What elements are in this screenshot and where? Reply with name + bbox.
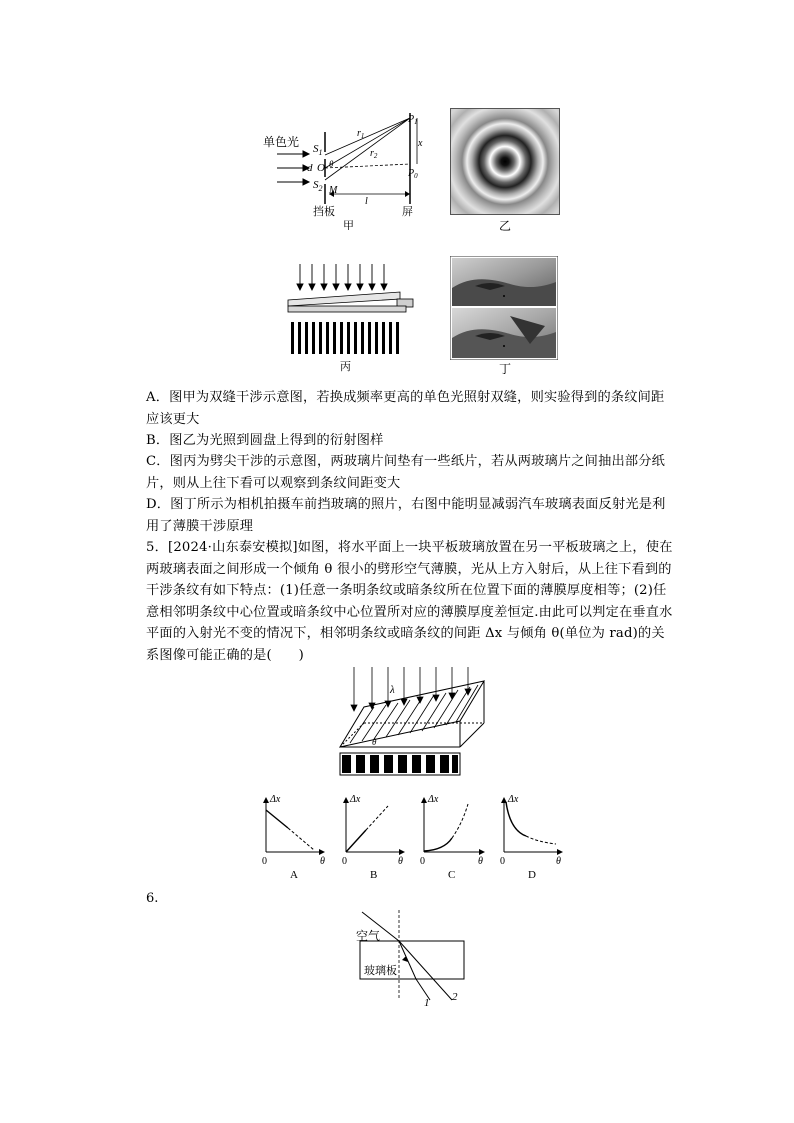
graph-b-ylabel: Δx	[350, 794, 361, 805]
refracted-ray	[399, 941, 416, 979]
option-b: B．图乙为光照到圆盘上得到的衍射图样	[146, 433, 384, 448]
figure-yi-caption: 乙	[499, 219, 512, 233]
graph-b-xlabel: θ	[398, 856, 403, 867]
figure-bing-caption: 丙	[340, 361, 351, 373]
lambda-label: λ	[390, 684, 395, 696]
r2-label: $r_2$	[370, 148, 378, 160]
incident-arrows	[297, 264, 387, 290]
interference-fringes	[291, 322, 399, 354]
question-5-stem: 5．[2024·山东泰安模拟]如图，将水平面上一块平板玻璃放置在另一平板玻璃之上，使在两玻璃表面之间形成一个倾角 θ 很小的劈形空气薄膜，光从上方入射后，从上往下看到的干涉条纹有如下特点：(1)任意一条明条纹或暗条纹所在位置下面的薄膜厚度相等；(2)任意相邻明条纹中心位置或暗条纹中心位置所对应的薄膜厚度差恒定.由此可以判定在垂直水平面的入射光不变的情况下，相邻明条纹或暗条纹的间距 Δx 与倾角 θ(单位为 rad)的关系图像可能正确的是( )	[146, 540, 673, 663]
graph-c	[420, 794, 484, 880]
diffraction-pattern-image	[450, 108, 560, 215]
graph-d-caption: D	[528, 869, 536, 880]
baffle-label: 挡板	[313, 206, 335, 218]
ray-1-label: 1	[424, 997, 430, 1009]
double-slit-diagram	[255, 108, 430, 230]
ray-2	[399, 941, 452, 1000]
x-label: x	[418, 138, 423, 149]
slit-s1-label: $S_1$	[313, 143, 323, 157]
graph-a-ylabel: Δx	[270, 794, 281, 805]
option-a: A．图甲为双缝干涉示意图，若换成频率更高的单色光照射双缝，则实验得到的条纹间距应该更大	[146, 390, 665, 427]
graph-a-caption: A	[290, 869, 298, 880]
theta-label: θ	[329, 159, 334, 169]
hatch-lines	[350, 685, 478, 743]
p0-label: $P_0$	[408, 168, 418, 180]
graph-a-origin: 0	[262, 856, 267, 867]
graph-a-xlabel: θ	[320, 856, 325, 867]
upper-glass	[288, 292, 400, 306]
graph-d	[500, 794, 562, 880]
point-m-label: M	[329, 185, 338, 196]
graph-d-ylabel: Δx	[508, 794, 519, 805]
graph-d-origin: 0	[500, 856, 505, 867]
answer-graphs	[258, 790, 568, 880]
windshield-photo	[450, 256, 558, 360]
r1-label: $r_1$	[357, 128, 365, 140]
wedge-interference-diagram	[282, 262, 422, 374]
option-c: C．图丙为劈尖干涉的示意图，两玻璃片间垫有一些纸片，若从两玻璃片之间抽出部分纸片，则从上往下看可以观察到条纹间距变大	[146, 454, 666, 491]
graph-a	[262, 794, 325, 880]
option-d: D．图丁所示为相机拍摄车前挡玻璃的照片，右图中能明显减弱汽车玻璃表面反射光是利用了薄膜干涉原理	[146, 497, 666, 534]
graph-d-xlabel: θ	[556, 856, 561, 867]
screen-label: 屏	[402, 206, 413, 218]
monochromatic-light-label: 单色光	[263, 135, 300, 149]
glass-plate-label: 玻璃板	[364, 965, 397, 977]
air-wedge-diagram	[336, 665, 496, 783]
point-o-label: O	[317, 162, 325, 174]
question-6-number: 6.	[146, 891, 159, 906]
figure-ding-caption: 丁	[499, 362, 512, 376]
wedge-fringes	[340, 753, 460, 775]
air-label: 空气	[356, 929, 381, 943]
ray-2-label: 2	[452, 991, 458, 1003]
wedge-theta-label: θ	[372, 737, 377, 747]
refraction-diagram	[352, 908, 472, 1012]
graph-b-caption: B	[370, 869, 378, 880]
p1-label: $P_1$	[408, 114, 418, 126]
slit-s2-label: $S_2$	[313, 179, 323, 193]
l-label: l	[365, 196, 368, 207]
graph-b	[342, 794, 404, 880]
graph-c-xlabel: θ	[478, 856, 483, 867]
lower-glass	[288, 306, 406, 312]
figure-jia-caption: 甲	[343, 220, 354, 230]
slit-distance-d-label: d	[307, 162, 313, 174]
graph-b-origin: 0	[342, 856, 347, 867]
graph-c-origin: 0	[420, 856, 425, 867]
incident-light-arrows	[277, 151, 309, 185]
incident-light-rays	[351, 667, 471, 711]
graph-c-ylabel: Δx	[428, 794, 439, 805]
graph-c-caption: C	[448, 869, 456, 880]
